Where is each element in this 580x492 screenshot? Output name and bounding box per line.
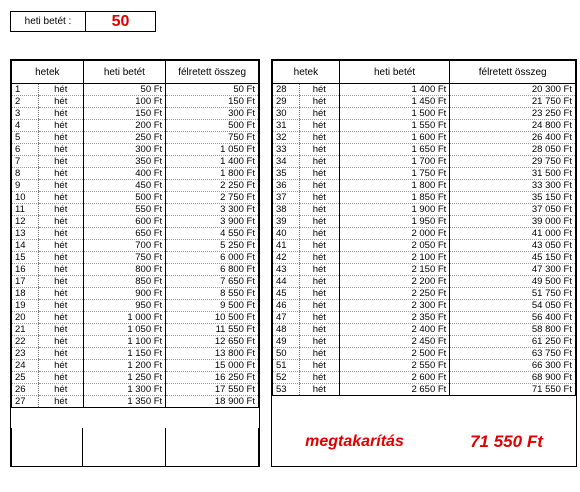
table-row [273,312,576,324]
week-number: 53 [273,384,300,396]
total-cell: 50 Ft [166,84,259,96]
deposit-cell: 650 Ft [83,228,166,240]
week-unit: hét [38,204,83,216]
total-cell: 3 300 Ft [166,204,259,216]
week-unit: hét [299,144,339,156]
total-cell: 39 000 Ft [450,216,576,228]
table-row [273,348,576,360]
total-cell: 750 Ft [166,132,259,144]
table-row [12,240,259,252]
week-number: 1 [12,84,39,96]
week-number: 51 [273,360,300,372]
week-unit: hét [299,348,339,360]
week-unit: hét [299,168,339,180]
deposit-cell: 50 Ft [83,84,166,96]
table-row [12,360,259,372]
total-cell: 58 800 Ft [450,324,576,336]
total-cell: 49 500 Ft [450,276,576,288]
empty-cell [166,428,259,467]
deposit-cell: 1 650 Ft [339,144,450,156]
week-number: 11 [12,204,39,216]
table-row [12,300,259,312]
table-row [273,288,576,300]
week-number: 2 [12,96,39,108]
table-row [12,348,259,360]
week-unit: hét [38,120,83,132]
table-row [273,132,576,144]
week-unit: hét [299,132,339,144]
total-cell: 6 800 Ft [166,264,259,276]
table-row [12,396,259,408]
table-row [12,372,259,384]
week-unit: hét [38,384,83,396]
week-unit: hét [38,96,83,108]
empty-cell [83,428,166,467]
total-cell: 56 400 Ft [450,312,576,324]
total-cell: 23 250 Ft [450,108,576,120]
week-number: 6 [12,144,39,156]
week-number: 9 [12,180,39,192]
total-cell: 63 750 Ft [450,348,576,360]
deposit-cell: 1 050 Ft [83,324,166,336]
week-number: 44 [273,276,300,288]
week-unit: hét [38,276,83,288]
week-number: 13 [12,228,39,240]
week-number: 39 [273,216,300,228]
table-row [12,180,259,192]
summary-value: 71 550 Ft [470,431,543,451]
total-cell: 300 Ft [166,108,259,120]
total-cell: 8 550 Ft [166,288,259,300]
week-number: 10 [12,192,39,204]
week-unit: hét [299,300,339,312]
total-cell: 47 300 Ft [450,264,576,276]
total-cell: 15 000 Ft [166,360,259,372]
total-cell: 1 400 Ft [166,156,259,168]
total-cell: 68 900 Ft [450,372,576,384]
week-number: 35 [273,168,300,180]
weekly-deposit-box [10,11,156,32]
total-cell: 33 300 Ft [450,180,576,192]
total-cell: 18 900 Ft [166,396,259,408]
deposit-cell: 1 100 Ft [83,336,166,348]
deposit-cell: 2 000 Ft [339,228,450,240]
week-unit: hét [299,192,339,204]
week-unit: hét [299,384,339,396]
week-number: 29 [273,96,300,108]
table-row [12,324,259,336]
header-deposit: heti betét [83,61,166,84]
total-cell: 43 050 Ft [450,240,576,252]
week-number: 8 [12,168,39,180]
total-cell: 28 050 Ft [450,144,576,156]
total-cell: 13 800 Ft [166,348,259,360]
week-unit: hét [38,228,83,240]
table-row [273,240,576,252]
week-number: 45 [273,288,300,300]
week-unit: hét [299,312,339,324]
savings-table-right [272,60,576,396]
total-cell: 11 550 Ft [166,324,259,336]
deposit-cell: 1 950 Ft [339,216,450,228]
week-unit: hét [38,144,83,156]
week-number: 33 [273,144,300,156]
table-row [273,96,576,108]
week-number: 25 [12,372,39,384]
week-unit: hét [299,240,339,252]
week-unit: hét [299,84,339,96]
deposit-cell: 700 Ft [83,240,166,252]
table-row [273,216,576,228]
total-cell: 37 050 Ft [450,204,576,216]
week-unit: hét [38,288,83,300]
deposit-cell: 150 Ft [83,108,166,120]
table-row [12,120,259,132]
deposit-cell: 950 Ft [83,300,166,312]
savings-table [10,59,577,467]
week-number: 18 [12,288,39,300]
week-unit: hét [299,96,339,108]
week-number: 23 [12,348,39,360]
table-row [273,264,576,276]
week-unit: hét [299,156,339,168]
deposit-cell: 1 450 Ft [339,96,450,108]
table-row [273,252,576,264]
deposit-cell: 750 Ft [83,252,166,264]
week-unit: hét [299,360,339,372]
week-number: 22 [12,336,39,348]
week-unit: hét [38,180,83,192]
week-unit: hét [38,348,83,360]
table-row [12,144,259,156]
week-unit: hét [299,372,339,384]
table-row [273,168,576,180]
total-cell: 41 000 Ft [450,228,576,240]
deposit-cell: 500 Ft [83,192,166,204]
total-cell: 12 650 Ft [166,336,259,348]
deposit-cell: 1 900 Ft [339,204,450,216]
total-cell: 5 250 Ft [166,240,259,252]
week-number: 26 [12,384,39,396]
week-number: 41 [273,240,300,252]
week-unit: hét [38,168,83,180]
week-number: 34 [273,156,300,168]
week-number: 43 [273,264,300,276]
week-number: 27 [12,396,39,408]
week-number: 14 [12,240,39,252]
deposit-cell: 2 050 Ft [339,240,450,252]
deposit-cell: 1 250 Ft [83,372,166,384]
header-total-right: félretett összeg [450,61,576,84]
week-number: 38 [273,204,300,216]
total-cell: 2 250 Ft [166,180,259,192]
deposit-cell: 1 800 Ft [339,180,450,192]
total-cell: 2 750 Ft [166,192,259,204]
deposit-cell: 900 Ft [83,288,166,300]
header-weeks: hetek [12,61,84,84]
week-unit: hét [299,120,339,132]
deposit-cell: 550 Ft [83,204,166,216]
deposit-cell: 1 200 Ft [83,360,166,372]
table-row [12,264,259,276]
summary-box [272,417,576,466]
header-total: félretett összeg [166,61,259,84]
deposit-cell: 600 Ft [83,216,166,228]
week-number: 28 [273,84,300,96]
table-row [12,96,259,108]
total-cell: 3 900 Ft [166,216,259,228]
deposit-cell: 1 700 Ft [339,156,450,168]
total-cell: 29 750 Ft [450,156,576,168]
deposit-cell: 2 350 Ft [339,312,450,324]
week-unit: hét [38,324,83,336]
total-cell: 61 250 Ft [450,336,576,348]
deposit-cell: 1 500 Ft [339,108,450,120]
deposit-cell: 250 Ft [83,132,166,144]
week-number: 40 [273,228,300,240]
week-number: 15 [12,252,39,264]
table-divider [259,59,272,467]
total-cell: 51 750 Ft [450,288,576,300]
deposit-cell: 1 550 Ft [339,120,450,132]
week-number: 21 [12,324,39,336]
table-row [273,84,576,96]
table-row [12,252,259,264]
week-unit: hét [38,108,83,120]
total-cell: 24 800 Ft [450,120,576,132]
total-cell: 4 550 Ft [166,228,259,240]
week-number: 4 [12,120,39,132]
table-row [12,168,259,180]
week-unit: hét [38,192,83,204]
deposit-cell: 300 Ft [83,144,166,156]
week-unit: hét [38,216,83,228]
table-row [273,324,576,336]
week-unit: hét [38,132,83,144]
week-number: 42 [273,252,300,264]
week-unit: hét [38,312,83,324]
week-number: 19 [12,300,39,312]
week-number: 16 [12,264,39,276]
table-row [273,180,576,192]
total-cell: 16 250 Ft [166,372,259,384]
savings-table-left [11,60,259,408]
total-cell: 20 300 Ft [450,84,576,96]
week-unit: hét [38,84,83,96]
table-row [273,300,576,312]
total-cell: 71 550 Ft [450,384,576,396]
week-unit: hét [299,204,339,216]
week-number: 36 [273,180,300,192]
table-row [273,336,576,348]
week-unit: hét [299,336,339,348]
week-unit: hét [38,396,83,408]
total-cell: 31 500 Ft [450,168,576,180]
week-unit: hét [38,360,83,372]
week-number: 52 [273,372,300,384]
table-row [12,156,259,168]
deposit-cell: 2 550 Ft [339,360,450,372]
summary-label: megtakarítás [305,432,404,450]
total-cell: 54 050 Ft [450,300,576,312]
deposit-cell: 850 Ft [83,276,166,288]
total-cell: 9 500 Ft [166,300,259,312]
week-unit: hét [299,108,339,120]
total-cell: 1 050 Ft [166,144,259,156]
week-unit: hét [299,228,339,240]
table-row [12,192,259,204]
total-cell: 21 750 Ft [450,96,576,108]
deposit-cell: 100 Ft [83,96,166,108]
week-unit: hét [299,264,339,276]
week-number: 20 [12,312,39,324]
table-row [273,276,576,288]
table-row [273,360,576,372]
week-unit: hét [38,240,83,252]
table-row [273,228,576,240]
week-number: 37 [273,192,300,204]
deposit-cell: 2 100 Ft [339,252,450,264]
deposit-cell: 200 Ft [83,120,166,132]
total-cell: 150 Ft [166,96,259,108]
weekly-deposit-value[interactable]: 50 [111,12,130,30]
table-row [273,144,576,156]
week-number: 7 [12,156,39,168]
week-unit: hét [299,288,339,300]
week-number: 3 [12,108,39,120]
week-unit: hét [38,264,83,276]
week-unit: hét [38,336,83,348]
total-cell: 45 150 Ft [450,252,576,264]
weekly-deposit-label: heti betét : [11,12,86,31]
table-row [273,384,576,396]
table-row [12,228,259,240]
table-row [12,84,259,96]
week-unit: hét [38,156,83,168]
week-number: 32 [273,132,300,144]
total-cell: 35 150 Ft [450,192,576,204]
deposit-cell: 1 750 Ft [339,168,450,180]
week-number: 50 [273,348,300,360]
week-number: 24 [12,360,39,372]
deposit-cell: 2 150 Ft [339,264,450,276]
table-row [12,384,259,396]
total-cell: 500 Ft [166,120,259,132]
week-number: 31 [273,120,300,132]
week-unit: hét [38,300,83,312]
total-cell: 10 500 Ft [166,312,259,324]
deposit-cell: 1 150 Ft [83,348,166,360]
deposit-cell: 1 850 Ft [339,192,450,204]
table-row [273,120,576,132]
week-number: 48 [273,324,300,336]
header-deposit-right: heti betét [339,61,450,84]
deposit-cell: 1 600 Ft [339,132,450,144]
empty-cell [11,428,83,467]
deposit-cell: 2 600 Ft [339,372,450,384]
table-row [12,132,259,144]
total-cell: 6 000 Ft [166,252,259,264]
table-row [12,216,259,228]
week-number: 47 [273,312,300,324]
deposit-cell: 1 000 Ft [83,312,166,324]
table-row [273,156,576,168]
deposit-cell: 1 300 Ft [83,384,166,396]
table-row [12,276,259,288]
deposit-cell: 2 650 Ft [339,384,450,396]
total-cell: 1 800 Ft [166,168,259,180]
deposit-cell: 400 Ft [83,168,166,180]
week-number: 46 [273,300,300,312]
week-number: 17 [12,276,39,288]
table-row [273,108,576,120]
week-number: 12 [12,216,39,228]
week-unit: hét [38,372,83,384]
week-number: 30 [273,108,300,120]
table-row [273,204,576,216]
deposit-cell: 2 450 Ft [339,336,450,348]
week-unit: hét [299,216,339,228]
week-unit: hét [299,276,339,288]
total-cell: 17 550 Ft [166,384,259,396]
total-cell: 26 400 Ft [450,132,576,144]
table-row [273,192,576,204]
deposit-cell: 1 400 Ft [339,84,450,96]
deposit-cell: 2 250 Ft [339,288,450,300]
table-row [12,312,259,324]
deposit-cell: 350 Ft [83,156,166,168]
total-cell: 7 650 Ft [166,276,259,288]
week-number: 49 [273,336,300,348]
header-weeks-right: hetek [273,61,340,84]
table-row [12,336,259,348]
deposit-cell: 800 Ft [83,264,166,276]
deposit-cell: 2 300 Ft [339,300,450,312]
deposit-cell: 2 400 Ft [339,324,450,336]
total-cell: 66 300 Ft [450,360,576,372]
deposit-cell: 2 200 Ft [339,276,450,288]
table-row [12,108,259,120]
deposit-cell: 1 350 Ft [83,396,166,408]
week-number: 5 [12,132,39,144]
table-row [12,288,259,300]
week-unit: hét [299,252,339,264]
table-row [273,372,576,384]
week-unit: hét [299,180,339,192]
week-unit: hét [299,324,339,336]
deposit-cell: 2 500 Ft [339,348,450,360]
table-row [12,204,259,216]
deposit-cell: 450 Ft [83,180,166,192]
week-unit: hét [38,252,83,264]
